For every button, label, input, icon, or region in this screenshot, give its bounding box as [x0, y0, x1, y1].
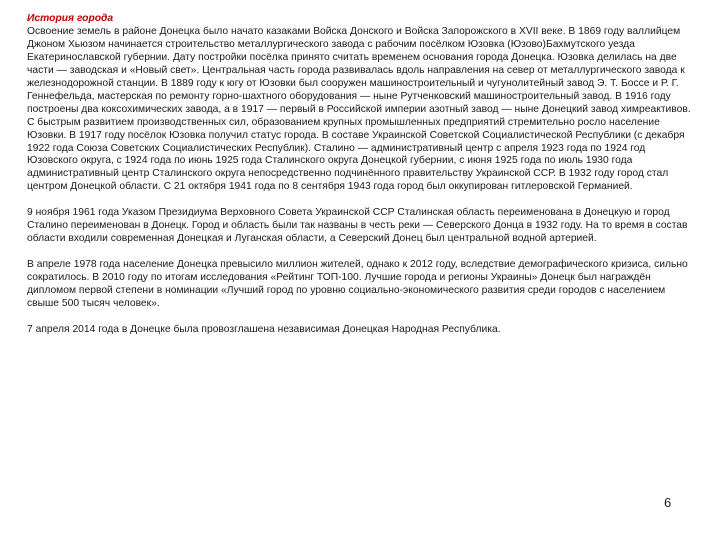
- slide-title: История города: [27, 13, 114, 24]
- paragraph-republic: 7 апреля 2014 года в Донецке была провозглашена независимая Донецкая Народная Республика.: [27, 324, 501, 336]
- paragraph-population: В апреле 1978 года население Донецка превысило миллион жителей, однако к 2012 году, вследствие демографического кризиса, сильно сократилось. В 2010 году по итогам исследования «Рейтинг ТОП-100. Лучшие города и регионы Украины» Донецк был награждён дипломом первой степени в номинации «Лучший город по уровню социально-экономического развития среди городов с населением свыше 500 тысяч человек».: [27, 259, 688, 310]
- slide-content: [27, 13, 695, 350]
- page-number: 6: [664, 495, 672, 510]
- paragraph-renaming: 9 ноября 1961 года Указом Президиума Верховного Совета Украинской ССР Сталинская область переименована в Донецкую и город Сталино переименован в Донецк. Город и область были так названы в честь реки — Северского Донца в 1932 году. На то время в состав области входили современная Донецкая и Луганская области, а Северский Донец был центральной водной артерией.: [27, 207, 688, 245]
- paragraph-history: Освоение земель в районе Донецка было начато казаками Войска Донского и Войска Запорожского в XVII веке. В 1869 году валлийцем Джоном Хьюзом начинается строительство металлургического завода с рабочим посёлком Юзовка (Юзово)Бахмутского уезда Екатеринославской губернии. Дату постройки посёлка принято считать временем основания города Донецка. Юзовка делилась на две части — заводская и «Новый свет». Центральная часть города развивалась вдоль направления на север от металлургического завода к железнодорожной станции. В 1889 году к югу от Юзовки был сооружен машиностроительный и чугунолитейный завод Э. Т. Боссе и Р. Г. Геннефельда, мастерская по ремонту горно-шахтного оборудования — ныне Рутченковский машиностроительный завод. В 1916 году построены два коксохимических завода, а в 1917 — первый в Российской империи азотный завод — ныне Донецкий завод химреактивов. С быстрым развитием производственных сил, образованием крупных промышленных предприятий стремительно росло население Юзовки. В 1917 году посёлок Юзовка получил статус города. В составе Украинской Советской Социалистической Республики (с декабря 1922 года Союза Советских Социалистических Республик). Сталино — административный центр с апреля 1923 года по 1924 год Юзовского округа, с 1924 года по июнь 1925 года Сталинского округа Донецкой губернии, с июня 1925 года по июль 1930 года административный центр Сталинского округа непосредственно подчинённого правительству Украинской ССР. В 1932 году город стал центром Донецкой области. С 21 октября 1941 года по 8 сентября 1943 года город был оккупирован гитлеровской Германией.: [27, 25, 691, 193]
